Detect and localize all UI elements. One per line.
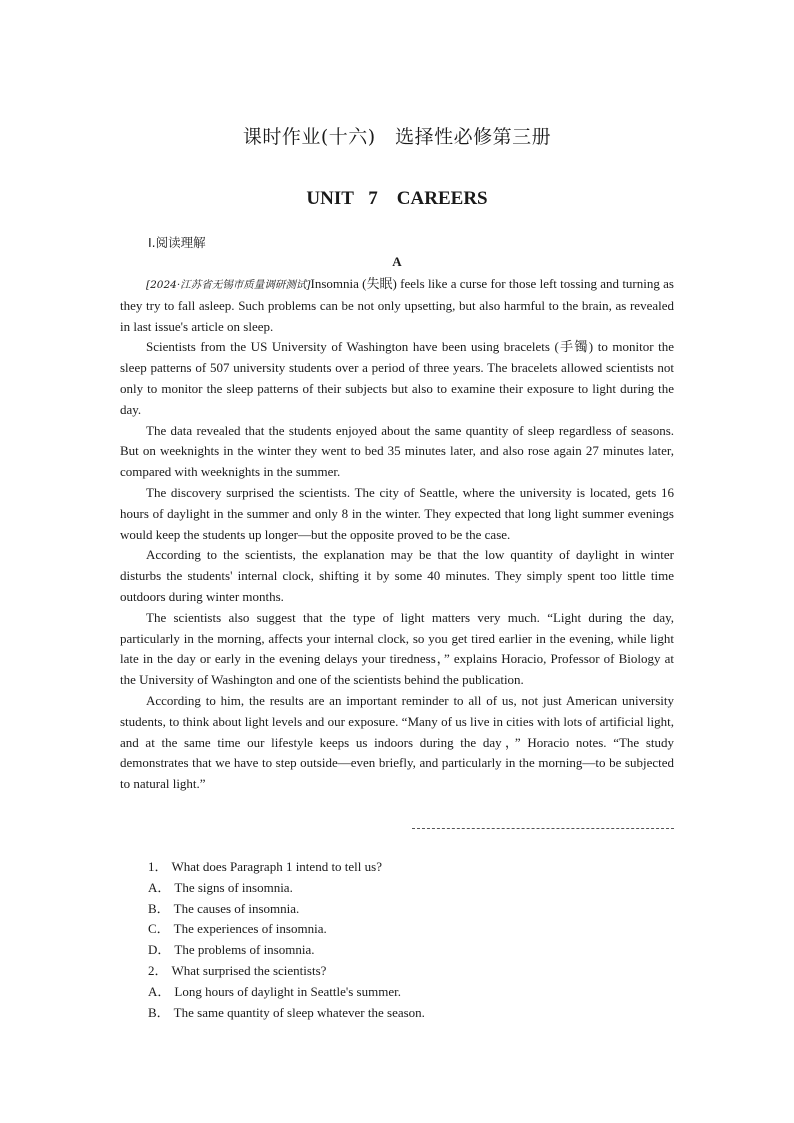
page-title: 课时作业(十六) 选择性必修第三册 — [242, 126, 552, 148]
option-1a — [148, 878, 678, 899]
question-number: 2． — [148, 962, 168, 978]
option-label: A． — [148, 879, 171, 895]
option-text: The same quantity of sleep whatever the season. — [173, 1004, 425, 1020]
option-label: A． — [148, 983, 171, 999]
questions-list — [148, 857, 678, 1023]
article-paragraph-3: The data revealed that the students enjoyed about the same quantity of sleep regardless of seasons. But on weeknights in the winter they went to bed 35 minutes later, and also rose again 27 minutes later, compared with weeknights in the summer. — [120, 422, 674, 480]
option-label: C． — [148, 921, 170, 937]
article-paragraph-6: The scientists also suggest that the type of light matters very much. “Light during the day, particularly in the morning, affects your internal clock, so you get tired earlier in the evening, while light late in the day or early in the evening delays your tiredness，” explains Horacio, Professor of Biology at the University of Washington and one of the scientists behind the publication. — [120, 609, 674, 688]
option-1b — [148, 899, 678, 920]
option-label: D． — [148, 942, 171, 958]
option-label: B． — [148, 1004, 170, 1020]
article-paragraph-1 — [120, 274, 674, 337]
option-text: The problems of insomnia. — [174, 942, 315, 958]
section-heading: Ⅰ.阅读理解 — [148, 235, 206, 250]
article — [120, 274, 674, 795]
option-text: The experiences of insomnia. — [173, 921, 327, 937]
option-2b — [148, 1003, 678, 1024]
paragraph-text: Insomnia (失眠) feels like a curse for those left tossing and turning as they try to fall asleep. Such problems can be not only upsetting, but also harmful to the brain, as revealed in last issue's article on sleep. — [120, 276, 674, 334]
passage-label: A — [392, 254, 402, 269]
option-1d — [148, 940, 678, 961]
option-label: B． — [148, 900, 170, 916]
dashed-divider — [412, 828, 674, 829]
source-tag: [2024·江苏省无锡市质量调研测试] — [146, 279, 311, 291]
question-text: What does Paragraph 1 intend to tell us? — [171, 859, 382, 874]
question-number: 1． — [148, 859, 168, 874]
option-text: The signs of insomnia. — [174, 879, 293, 895]
unit-heading: UNIT 7 CAREERS — [306, 188, 488, 209]
question-text: What surprised the scientists? — [171, 962, 327, 978]
option-text: The causes of insomnia. — [173, 900, 300, 916]
question-2 — [148, 961, 678, 982]
article-paragraph-4: The discovery surprised the scientists. The city of Seattle, where the university is located, gets 16 hours of daylight in the summer and only 8 in the winter. They expected that long light summer evenings would keep the students up longer—but the opposite proved to be the case. — [120, 484, 674, 542]
option-1c — [148, 919, 678, 940]
article-paragraph-5: According to the scientists, the explanation may be that the low quantity of daylight in winter disturbs the students' internal clock, shifting it by some 40 minutes. They simply spent too little time outdoors during winter months. — [120, 547, 674, 604]
option-text: Long hours of daylight in Seattle's summer. — [174, 983, 401, 999]
question-1 — [148, 857, 678, 878]
article-paragraph-2: Scientists from the US University of Washington have been using bracelets (手镯) to monitor the sleep patterns of 507 university students over a period of three years. The bracelets allowed scientists not only to monitor the sleep patterns of their subjects but also to examine their exposure to light during the day. — [120, 339, 674, 417]
option-2a — [148, 982, 678, 1003]
article-paragraph-7: According to him, the results are an important reminder to all of us, not just American university students, to think about light levels and our exposure. “Many of us live in cities with lots of artificial light, and at the same time our lifestyle keeps us indoors during the day，” Horacio notes. “The study demonstrates that we have to step outside—even briefly, and particularly in the morning—to be subjected to natural light.” — [120, 692, 674, 792]
